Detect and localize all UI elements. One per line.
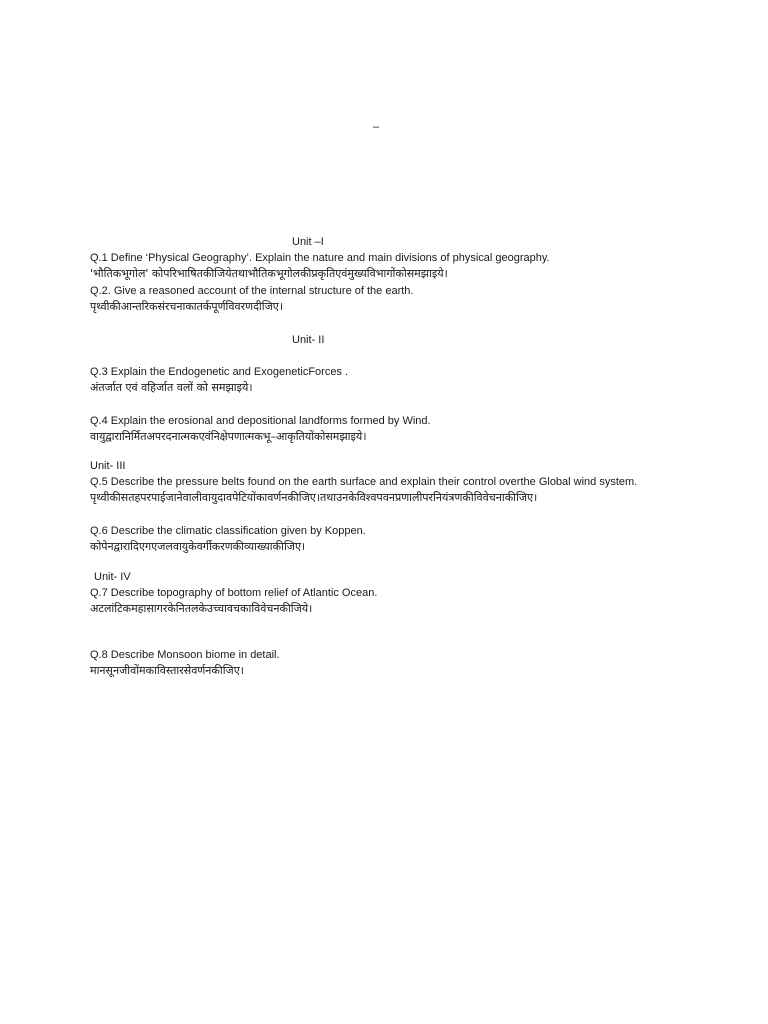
question-4-english: Q.4 Explain the erosional and depositional landforms formed by Wind. <box>90 415 431 427</box>
question-5-hindi: पृथ्वीकीसतहपरपाईजानेवालीवायुदावपेटियोंकावर्णनकीजिए।तथाउनकेविश्वपवनप्रणालीपरनियंत्रणकीविवेचनाकीजिए। <box>90 491 538 504</box>
question-6-english: Q.6 Describe the climatic classification given by Koppen. <box>90 525 366 537</box>
unit-heading-3: Unit- III <box>90 460 126 472</box>
unit-heading-4: Unit- IV <box>94 571 131 583</box>
unit-heading-1: Unit –I <box>292 236 324 248</box>
question-4-hindi: वायुद्वारानिर्मितअपरदनात्मकएवंनिक्षेपणात्मकभू–आकृतियोंकोसमझाइये। <box>90 430 367 443</box>
question-3-english: Q.3 Explain the Endogenetic and ExogeneticForces . <box>90 366 349 378</box>
question-7-hindi: अटलांटिकमहासागरकेनितलकेउच्चावचकाविवेचनकीजिये। <box>90 602 313 615</box>
question-3-hindi: अंतर्जात एवं वहिर्जात वलों को समझाइये। <box>90 381 253 394</box>
question-2-english: Q.2. Give a reasoned account of the internal structure of the earth. <box>90 285 414 297</box>
question-7-english: Q.7 Describe topography of bottom relief of Atlantic Ocean. <box>90 587 378 599</box>
question-6-hindi: कोपेनद्वारादिएगएजलवायुकेवर्गीकरणकीव्याख्याकीजिए। <box>90 540 306 553</box>
question-1-hindi: 'भौतिकभूगोल' कोपरिभाषितकीजियेतथाभौतिकभूगोलकीप्रकृतिएवंमुख्यविभागोंकोसमझाइये। <box>90 267 448 280</box>
question-8-english: Q.8 Describe Monsoon biome in detail. <box>90 649 280 661</box>
question-8-hindi: मानसूनजीवोंमकाविस्तारसेवर्णनकीजिए। <box>90 664 244 677</box>
header-dash: – <box>373 121 380 133</box>
question-2-hindi: पृथ्वीकीआन्तरिकसंरचनाकातर्कपूर्णविवरणदीजिए। <box>90 300 284 313</box>
question-5-english: Q.5 Describe the pressure belts found on the earth surface and explain their control overthe Global wind system. <box>90 476 638 488</box>
question-1-english: Q.1 Define ‘Physical Geography’. Explain the nature and main divisions of physical geography. <box>90 252 550 264</box>
unit-heading-2: Unit- II <box>292 334 325 346</box>
